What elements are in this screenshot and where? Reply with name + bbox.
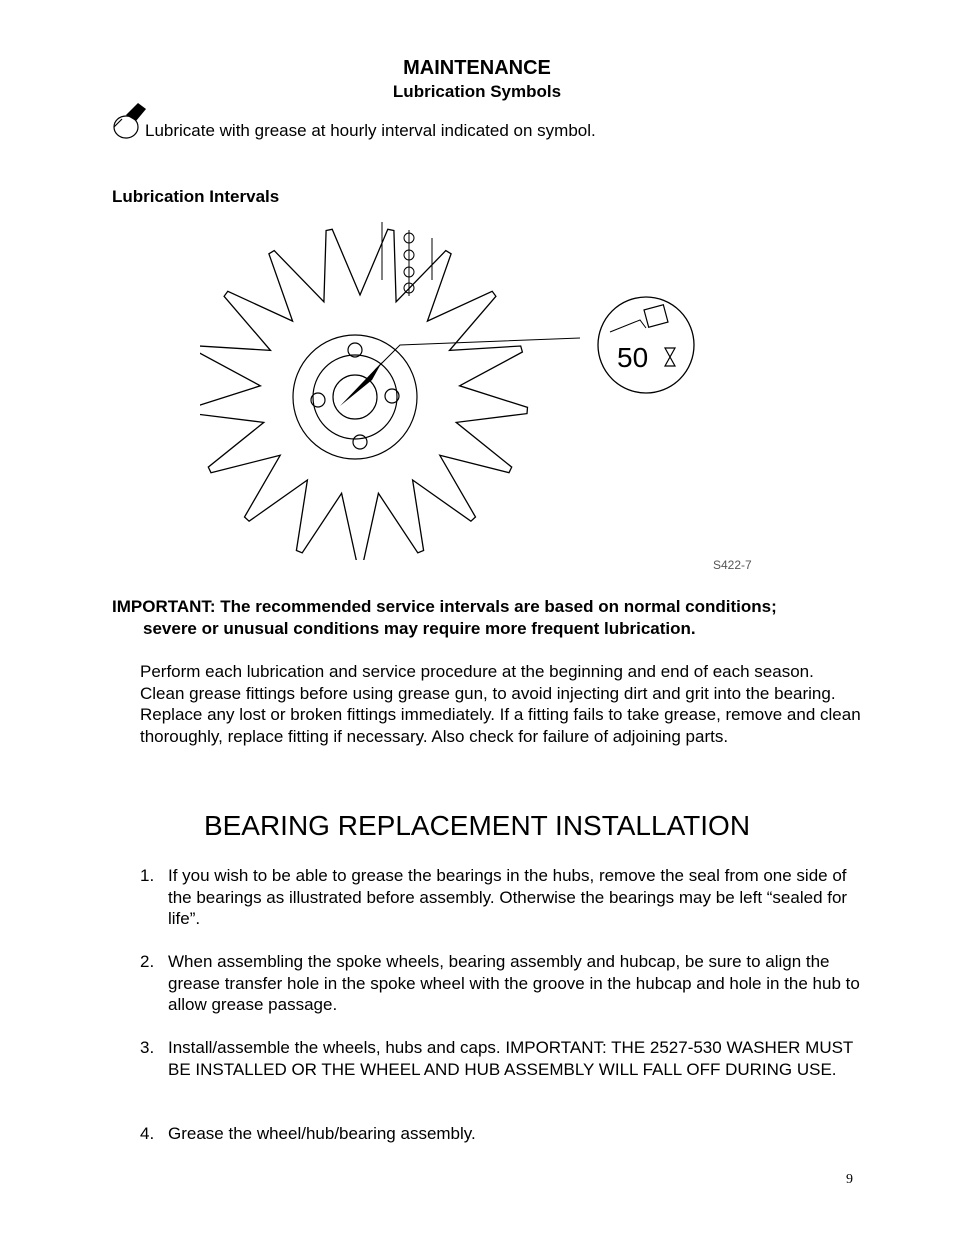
paragraph: Perform each lubrication and service procedure at the beginning and end of each season. (140, 662, 814, 681)
page-subtitle: Lubrication Symbols (392, 82, 562, 101)
spoke-wheel-figure (200, 210, 710, 560)
lubrication-intervals-heading: Lubrication Intervals (112, 187, 280, 206)
hourglass-icon (665, 348, 675, 366)
list-item-number: 1. (140, 866, 155, 885)
grease-fittings-drawing (382, 222, 432, 296)
list-item-number: 3. (140, 1038, 155, 1057)
callout-leader-line (375, 338, 580, 370)
grease-can-icon (112, 99, 148, 143)
spoke-wheel-drawing (200, 229, 528, 560)
page-title: MAINTENANCE (403, 57, 551, 79)
list-item-text: Grease the wheel/hub/bearing assembly. (168, 1124, 476, 1143)
list-item-number: 2. (140, 952, 155, 971)
list-item-text: If you wish to be able to grease the bearings in the hubs, remove the seal from one side of the bearings as illustrated before assembly. Otherwise the bearings may be left “sealed for life”. (168, 866, 848, 929)
list-item-text: Install/assemble the wheels, hubs and caps. IMPORTANT: THE 2527-530 WASHER MUST BE INSTALLED OR THE WHEEL AND HUB ASSEMBLY WILL FALL OFF DURING USE. (168, 1038, 854, 1079)
important-line-2: severe or unusual conditions may require more frequent lubrication. (143, 619, 696, 638)
list-item-text: When assembling the spoke wheels, bearing assembly and hubcap, be sure to align the grease transfer hole in the spoke wheel with the groove in the hubcap and hole in the hub to allow grease passage. (168, 952, 860, 1015)
page-number: 9 (846, 1172, 853, 1187)
grease-interval-callout (598, 297, 694, 393)
maintenance-paragraphs (140, 661, 870, 747)
list-item-number: 4. (140, 1124, 155, 1143)
section-heading: BEARING REPLACEMENT INSTALLATION (203, 810, 751, 841)
wheel-spokes-outline (200, 229, 528, 560)
paragraph: Clean grease fittings before using grease gun, to avoid injecting dirt and grit into the bearing. Replace any lost or broken fittings immediately. If a fitting fails to take grease, remove and clean thoroughly, replace fitting if necessary. Also check for failure of adjoining parts. (140, 683, 861, 746)
important-note (112, 596, 872, 640)
callout-interval-value: 50 (617, 342, 649, 373)
figure-label: S422-7 (713, 558, 752, 572)
lubrication-symbol-line (112, 99, 812, 143)
important-line-1: IMPORTANT: The recommended service intervals are based on normal conditions; (112, 597, 777, 616)
hub-drawing (293, 335, 417, 459)
lubrication-symbol-text: Lubricate with grease at hourly interval indicated on symbol. (145, 121, 596, 140)
